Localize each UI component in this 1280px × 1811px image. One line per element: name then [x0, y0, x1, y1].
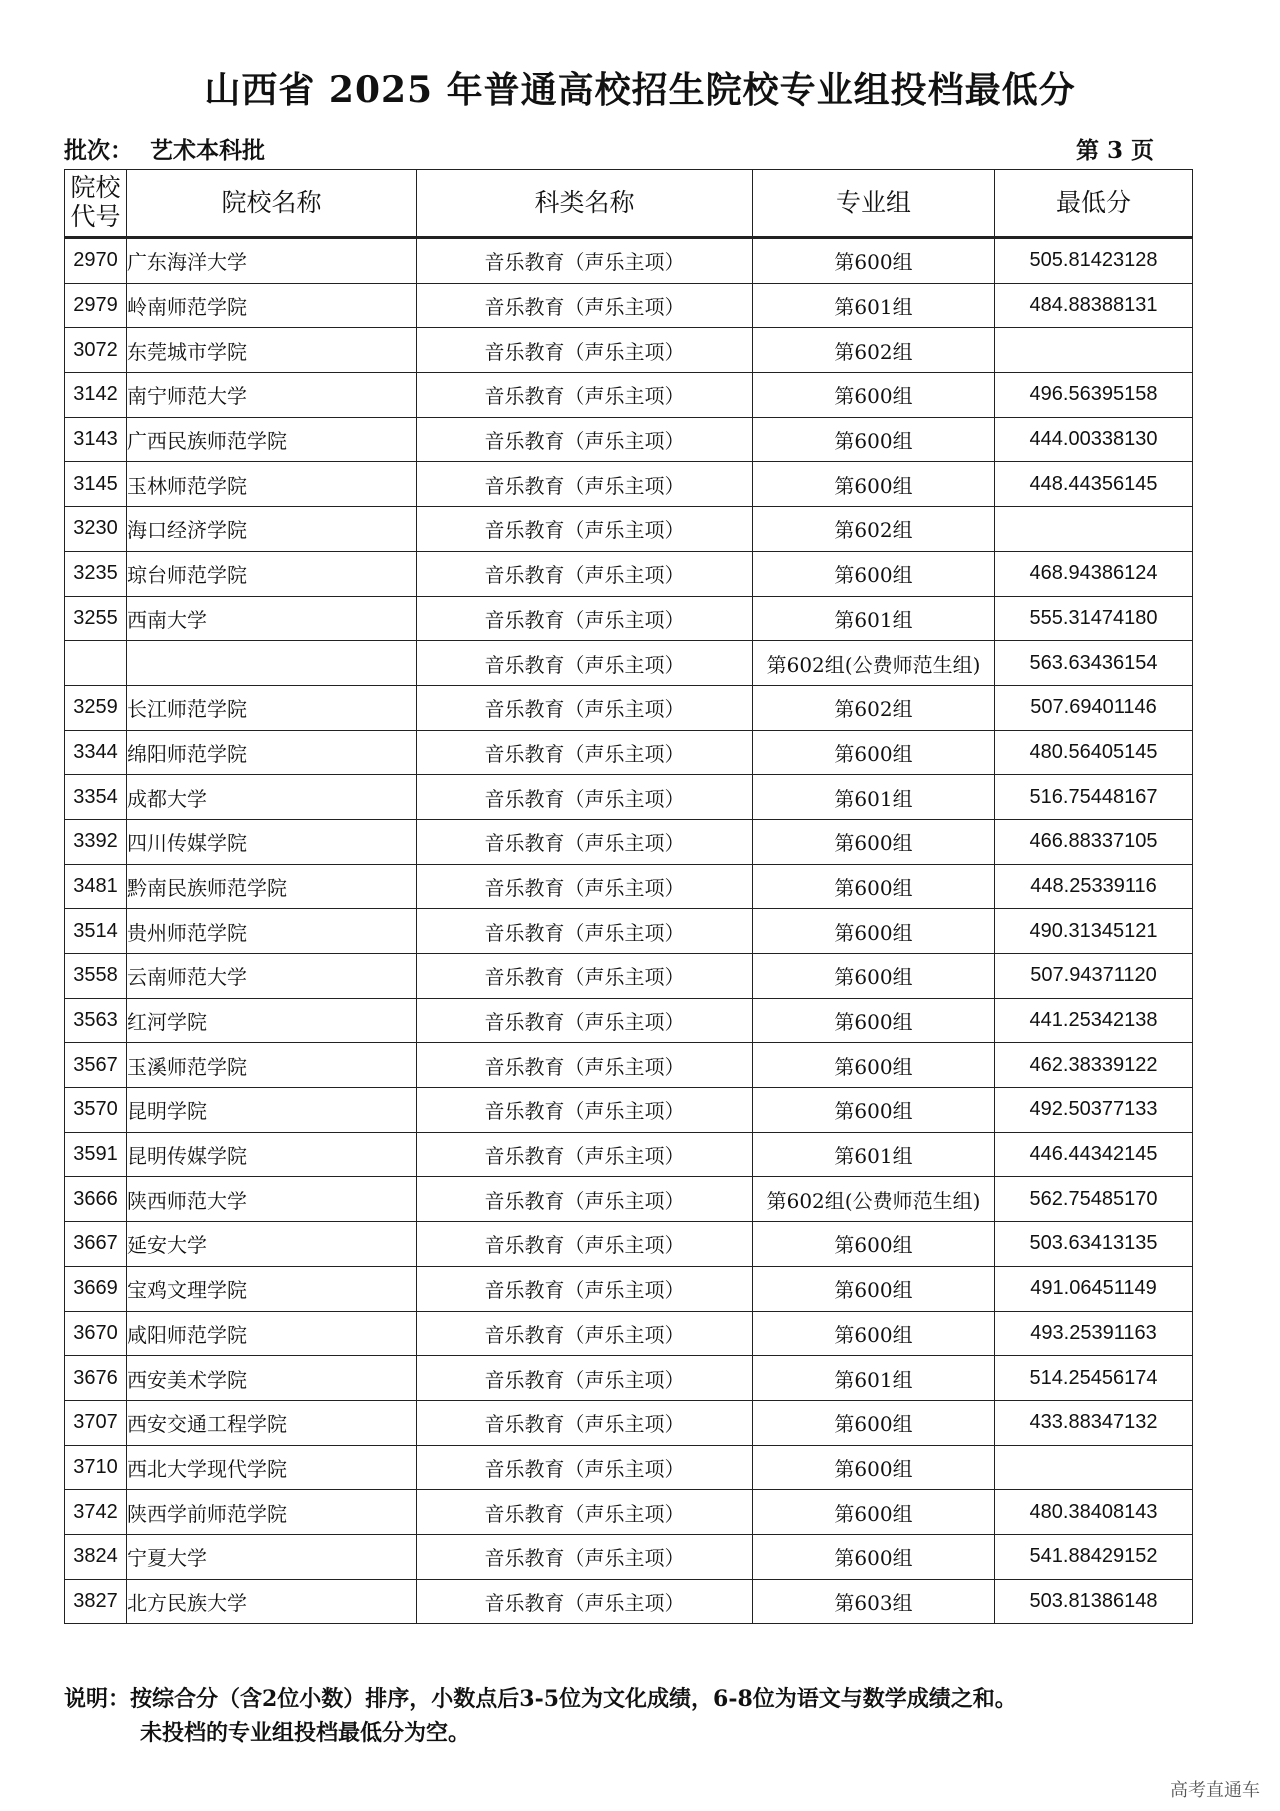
cell-score: 480.38408143	[995, 1490, 1193, 1535]
cell-subject: 音乐教育（声乐主项）	[417, 775, 753, 820]
batch-value: 艺术本科批	[150, 137, 265, 164]
cell-code: 3514	[65, 909, 127, 954]
cell-score: 444.00338130	[995, 417, 1193, 462]
cell-group: 第602组	[753, 507, 995, 552]
cell-name: 玉林师范学院	[127, 462, 417, 507]
cell-name: 昆明学院	[127, 1088, 417, 1133]
cell-subject: 音乐教育（声乐主项）	[417, 1356, 753, 1401]
table-row	[65, 730, 1193, 775]
cell-score: 503.81386148	[995, 1579, 1193, 1624]
cell-code: 3824	[65, 1534, 127, 1579]
cell-score: 493.25391163	[995, 1311, 1193, 1356]
table-row	[65, 685, 1193, 730]
cell-group: 第600组	[753, 551, 995, 596]
cell-subject: 音乐教育（声乐主项）	[417, 238, 753, 284]
cell-name: 海口经济学院	[127, 507, 417, 552]
cell-subject: 音乐教育（声乐主项）	[417, 1222, 753, 1267]
header-group: 专业组	[753, 170, 995, 238]
cell-group: 第600组	[753, 462, 995, 507]
cell-name: 长江师范学院	[127, 685, 417, 730]
header-score: 最低分	[995, 170, 1193, 238]
table-row	[65, 641, 1193, 686]
cell-name: 西南大学	[127, 596, 417, 641]
cell-score: 563.63436154	[995, 641, 1193, 686]
cell-group: 第600组	[753, 417, 995, 462]
cell-code: 3142	[65, 373, 127, 418]
cell-name: 南宁师范大学	[127, 373, 417, 418]
table-row	[65, 283, 1193, 328]
cell-code: 3145	[65, 462, 127, 507]
cell-group: 第600组	[753, 998, 995, 1043]
cell-code: 3235	[65, 551, 127, 596]
cell-group: 第600组	[753, 1534, 995, 1579]
table-row	[65, 1043, 1193, 1088]
cell-score: 480.56405145	[995, 730, 1193, 775]
table-row	[65, 1088, 1193, 1133]
cell-name: 昆明传媒学院	[127, 1132, 417, 1177]
cell-group: 第601组	[753, 1356, 995, 1401]
cell-name: 陕西学前师范学院	[127, 1490, 417, 1535]
cell-score: 448.25339116	[995, 864, 1193, 909]
cell-group: 第601组	[753, 596, 995, 641]
admission-score-table	[64, 169, 1193, 1624]
cell-code: 3143	[65, 417, 127, 462]
cell-name: 四川传媒学院	[127, 819, 417, 864]
cell-code: 3481	[65, 864, 127, 909]
cell-code	[65, 641, 127, 686]
cell-score: 462.38339122	[995, 1043, 1193, 1088]
cell-name: 黔南民族师范学院	[127, 864, 417, 909]
notes-line-1: 说明：按综合分（含2位小数）排序，小数点后3-5位为文化成绩，6-8位为语文与数学成绩之和。	[64, 1686, 1017, 1712]
table-row	[65, 775, 1193, 820]
cell-code: 3670	[65, 1311, 127, 1356]
cell-code: 3570	[65, 1088, 127, 1133]
cell-name: 云南师范大学	[127, 954, 417, 999]
cell-code: 3259	[65, 685, 127, 730]
cell-subject: 音乐教育（声乐主项）	[417, 1177, 753, 1222]
cell-code: 3558	[65, 954, 127, 999]
cell-group: 第600组	[753, 1400, 995, 1445]
cell-name: 北方民族大学	[127, 1579, 417, 1624]
cell-subject: 音乐教育（声乐主项）	[417, 1445, 753, 1490]
table-row	[65, 1445, 1193, 1490]
table-row	[65, 1534, 1193, 1579]
cell-code: 3563	[65, 998, 127, 1043]
cell-code: 2970	[65, 238, 127, 284]
cell-code: 3255	[65, 596, 127, 641]
cell-code: 3710	[65, 1445, 127, 1490]
cell-subject: 音乐教育（声乐主项）	[417, 819, 753, 864]
table-row	[65, 1222, 1193, 1267]
cell-group: 第603组	[753, 1579, 995, 1624]
cell-group: 第600组	[753, 1222, 995, 1267]
cell-group: 第600组	[753, 1266, 995, 1311]
cell-score: 468.94386124	[995, 551, 1193, 596]
cell-score	[995, 507, 1193, 552]
table-row	[65, 328, 1193, 373]
cell-score: 541.88429152	[995, 1534, 1193, 1579]
cell-code: 3666	[65, 1177, 127, 1222]
cell-group: 第601组	[753, 283, 995, 328]
cell-score: 484.88388131	[995, 283, 1193, 328]
cell-group: 第600组	[753, 1445, 995, 1490]
cell-code: 3230	[65, 507, 127, 552]
cell-name: 西安美术学院	[127, 1356, 417, 1401]
cell-score: 507.69401146	[995, 685, 1193, 730]
cell-code: 3669	[65, 1266, 127, 1311]
cell-group: 第600组	[753, 1043, 995, 1088]
cell-subject: 音乐教育（声乐主项）	[417, 373, 753, 418]
cell-score: 446.44342145	[995, 1132, 1193, 1177]
cell-name: 广西民族师范学院	[127, 417, 417, 462]
cell-name: 延安大学	[127, 1222, 417, 1267]
table-row	[65, 417, 1193, 462]
cell-score: 555.31474180	[995, 596, 1193, 641]
cell-group: 第600组	[753, 730, 995, 775]
cell-code: 3072	[65, 328, 127, 373]
table-row	[65, 1356, 1193, 1401]
cell-score: 562.75485170	[995, 1177, 1193, 1222]
cell-subject: 音乐教育（声乐主项）	[417, 283, 753, 328]
cell-name: 贵州师范学院	[127, 909, 417, 954]
cell-score: 433.88347132	[995, 1400, 1193, 1445]
cell-score	[995, 1445, 1193, 1490]
cell-group: 第600组	[753, 1088, 995, 1133]
cell-name: 西安交通工程学院	[127, 1400, 417, 1445]
cell-group: 第600组	[753, 864, 995, 909]
table-row	[65, 1266, 1193, 1311]
cell-subject: 音乐教育（声乐主项）	[417, 864, 753, 909]
notes	[64, 1682, 1214, 1750]
table-body	[65, 238, 1193, 1624]
cell-code: 3707	[65, 1400, 127, 1445]
cell-group: 第602组(公费师范生组)	[753, 641, 995, 686]
cell-code: 3667	[65, 1222, 127, 1267]
cell-name: 咸阳师范学院	[127, 1311, 417, 1356]
cell-score: 441.25342138	[995, 998, 1193, 1043]
page-title: 山西省 2025 年普通高校招生院校专业组投档最低分	[204, 69, 1076, 111]
cell-code: 2979	[65, 283, 127, 328]
cell-subject: 音乐教育（声乐主项）	[417, 1132, 753, 1177]
cell-name: 成都大学	[127, 775, 417, 820]
cell-group: 第600组	[753, 1490, 995, 1535]
table-row	[65, 551, 1193, 596]
header-name: 院校名称	[127, 170, 417, 238]
cell-group: 第600组	[753, 819, 995, 864]
cell-code: 3392	[65, 819, 127, 864]
cell-score: 505.81423128	[995, 238, 1193, 284]
cell-group: 第602组	[753, 328, 995, 373]
cell-subject: 音乐教育（声乐主项）	[417, 462, 753, 507]
cell-group: 第601组	[753, 775, 995, 820]
watermark: 高考直通车	[1170, 1780, 1260, 1801]
table-row	[65, 1132, 1193, 1177]
cell-score: 503.63413135	[995, 1222, 1193, 1267]
cell-group: 第602组	[753, 685, 995, 730]
cell-subject: 音乐教育（声乐主项）	[417, 1266, 753, 1311]
cell-name: 岭南师范学院	[127, 283, 417, 328]
cell-code: 3742	[65, 1490, 127, 1535]
table-row	[65, 819, 1193, 864]
cell-code: 3344	[65, 730, 127, 775]
table-row	[65, 596, 1193, 641]
cell-subject: 音乐教育（声乐主项）	[417, 1043, 753, 1088]
table-row	[65, 373, 1193, 418]
cell-code: 3676	[65, 1356, 127, 1401]
cell-group: 第600组	[753, 909, 995, 954]
cell-subject: 音乐教育（声乐主项）	[417, 1088, 753, 1133]
table-row	[65, 462, 1193, 507]
cell-code: 3827	[65, 1579, 127, 1624]
cell-subject: 音乐教育（声乐主项）	[417, 1579, 753, 1624]
cell-name	[127, 641, 417, 686]
table-row	[65, 1490, 1193, 1535]
cell-subject: 音乐教育（声乐主项）	[417, 1400, 753, 1445]
cell-subject: 音乐教育（声乐主项）	[417, 685, 753, 730]
cell-subject: 音乐教育（声乐主项）	[417, 328, 753, 373]
cell-subject: 音乐教育（声乐主项）	[417, 417, 753, 462]
cell-score: 492.50377133	[995, 1088, 1193, 1133]
cell-subject: 音乐教育（声乐主项）	[417, 730, 753, 775]
cell-group: 第602组(公费师范生组)	[753, 1177, 995, 1222]
cell-group: 第601组	[753, 1132, 995, 1177]
cell-subject: 音乐教育（声乐主项）	[417, 551, 753, 596]
cell-subject: 音乐教育（声乐主项）	[417, 507, 753, 552]
cell-score	[995, 328, 1193, 373]
cell-code: 3591	[65, 1132, 127, 1177]
cell-name: 西北大学现代学院	[127, 1445, 417, 1490]
cell-score: 491.06451149	[995, 1266, 1193, 1311]
cell-name: 红河学院	[127, 998, 417, 1043]
cell-subject: 音乐教育（声乐主项）	[417, 1534, 753, 1579]
cell-name: 广东海洋大学	[127, 238, 417, 284]
cell-group: 第600组	[753, 1311, 995, 1356]
cell-subject: 音乐教育（声乐主项）	[417, 1311, 753, 1356]
table-row	[65, 1579, 1193, 1624]
table-row	[65, 954, 1193, 999]
cell-code: 3567	[65, 1043, 127, 1088]
notes-line-2: 未投档的专业组投档最低分为空。	[140, 1720, 471, 1747]
cell-name: 琼台师范学院	[127, 551, 417, 596]
table-row	[65, 909, 1193, 954]
batch-label: 批次：	[64, 137, 133, 164]
table-header-row	[65, 170, 1193, 238]
cell-subject: 音乐教育（声乐主项）	[417, 998, 753, 1043]
cell-score: 466.88337105	[995, 819, 1193, 864]
cell-name: 绵阳师范学院	[127, 730, 417, 775]
cell-group: 第600组	[753, 373, 995, 418]
cell-score: 507.94371120	[995, 954, 1193, 999]
page-number: 第 3 页	[1075, 137, 1154, 164]
table-row	[65, 238, 1193, 284]
cell-score: 490.31345121	[995, 909, 1193, 954]
cell-subject: 音乐教育（声乐主项）	[417, 909, 753, 954]
table-row	[65, 1400, 1193, 1445]
cell-name: 东莞城市学院	[127, 328, 417, 373]
cell-name: 玉溪师范学院	[127, 1043, 417, 1088]
table-row	[65, 1177, 1193, 1222]
table-row	[65, 998, 1193, 1043]
cell-group: 第600组	[753, 954, 995, 999]
table-row	[65, 1311, 1193, 1356]
cell-subject: 音乐教育（声乐主项）	[417, 954, 753, 999]
cell-name: 陕西师范大学	[127, 1177, 417, 1222]
table-row	[65, 864, 1193, 909]
cell-subject: 音乐教育（声乐主项）	[417, 641, 753, 686]
cell-score: 514.25456174	[995, 1356, 1193, 1401]
cell-subject: 音乐教育（声乐主项）	[417, 596, 753, 641]
cell-score: 448.44356145	[995, 462, 1193, 507]
cell-score: 496.56395158	[995, 373, 1193, 418]
cell-score: 516.75448167	[995, 775, 1193, 820]
header-subject: 科类名称	[417, 170, 753, 238]
table-row	[65, 507, 1193, 552]
cell-name: 宁夏大学	[127, 1534, 417, 1579]
header-code: 院校代号	[65, 170, 127, 238]
cell-name: 宝鸡文理学院	[127, 1266, 417, 1311]
cell-group: 第600组	[753, 238, 995, 284]
cell-code: 3354	[65, 775, 127, 820]
cell-subject: 音乐教育（声乐主项）	[417, 1490, 753, 1535]
